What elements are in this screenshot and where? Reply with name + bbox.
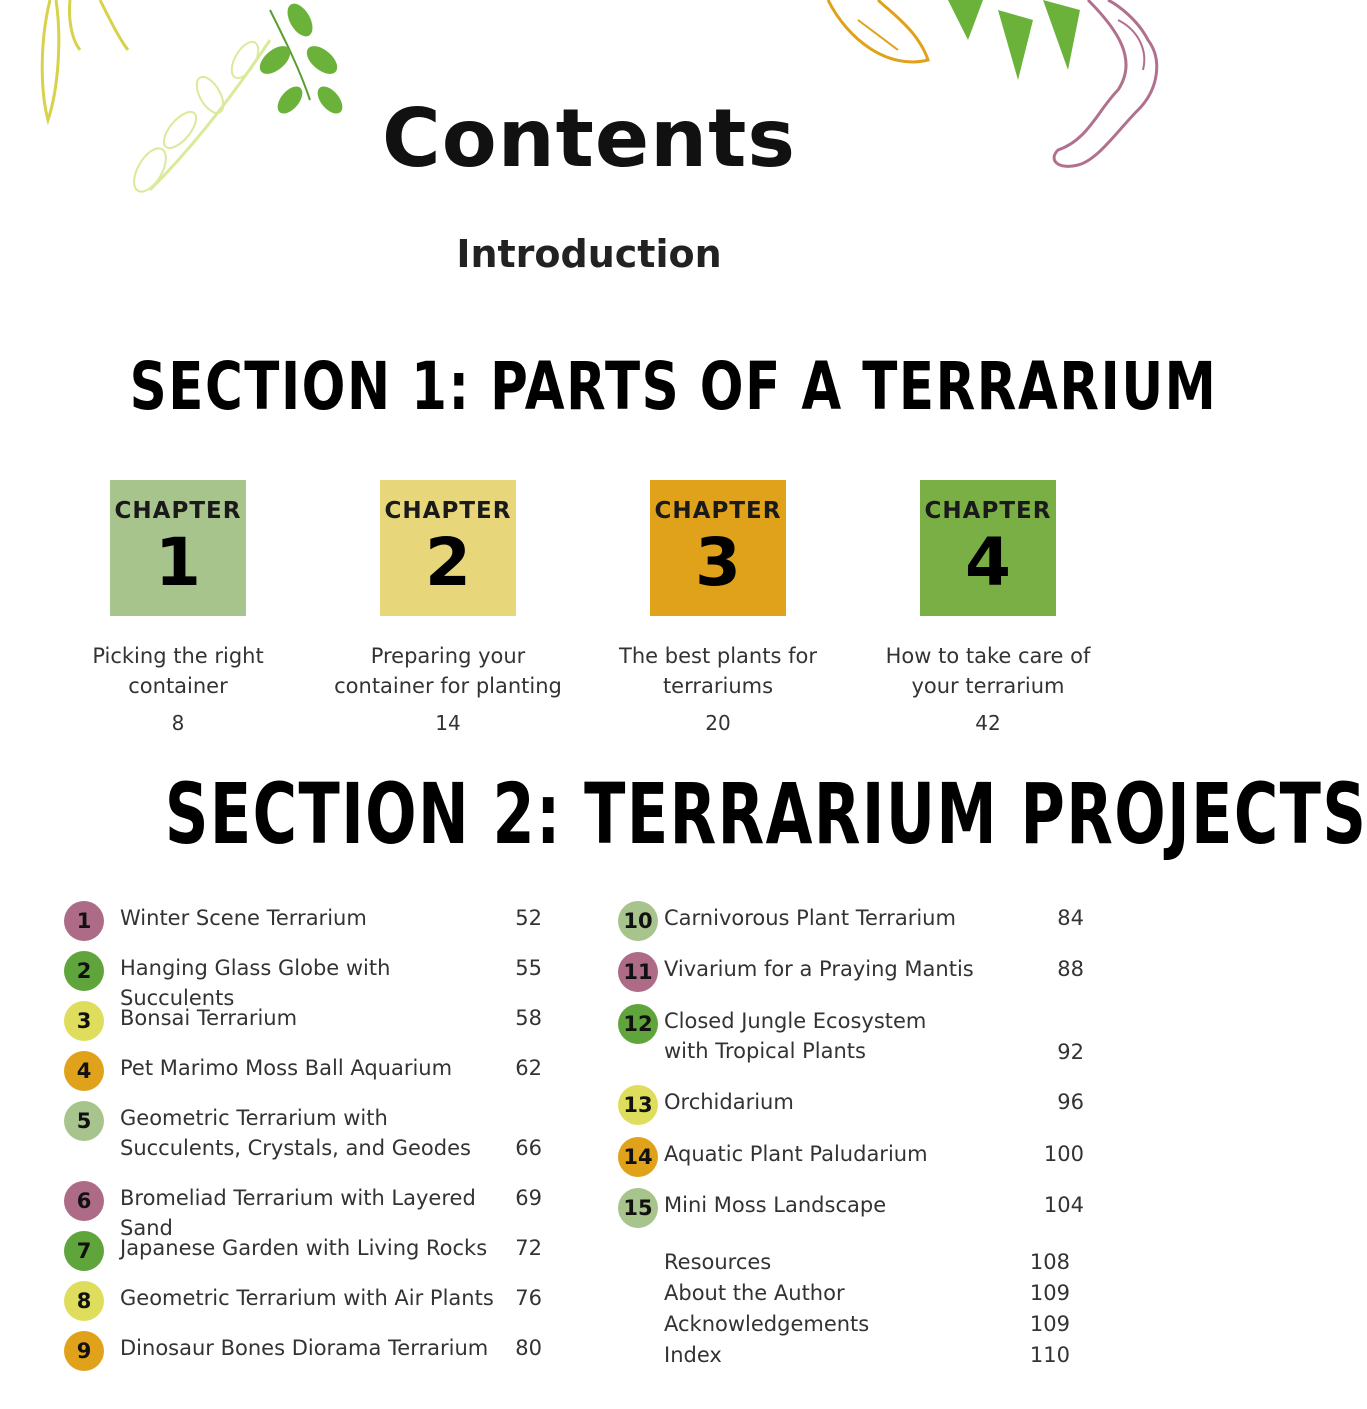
project-number-badge: 14 xyxy=(618,1137,658,1177)
project-item-11[interactable] xyxy=(618,954,1084,992)
chapter-badge xyxy=(650,480,786,616)
project-number-badge: 8 xyxy=(64,1281,104,1321)
back-matter-item[interactable] xyxy=(664,1250,1070,1274)
project-title: Orchidarium xyxy=(664,1090,794,1114)
project-item-3[interactable] xyxy=(64,1003,542,1041)
project-title: Aquatic Plant Paludarium xyxy=(664,1142,928,1166)
project-title: Bromeliad Terrarium with Layered Sand xyxy=(120,1186,476,1240)
back-matter-title: Index xyxy=(664,1343,722,1367)
page-title: Contents xyxy=(382,92,796,185)
back-matter-title: About the Author xyxy=(664,1281,845,1305)
chapter-badge xyxy=(920,480,1056,616)
chapter-description xyxy=(328,641,568,701)
project-page: 96 xyxy=(1057,1090,1084,1114)
project-page: 55 xyxy=(515,956,542,980)
project-item-7[interactable] xyxy=(64,1233,542,1271)
project-item-10[interactable] xyxy=(618,903,1084,941)
project-title: Hanging Glass Globe with Succulents xyxy=(120,956,391,1010)
project-number-badge: 13 xyxy=(618,1085,658,1125)
section-1-heading: SECTION 1: PARTS OF A TERRARIUM xyxy=(129,348,1218,425)
project-title: Geometric Terrarium with Succulents, Crystals, and Geodes xyxy=(120,1106,471,1160)
back-matter-page: 110 xyxy=(1029,1343,1070,1367)
chapter-desc-line: Preparing your xyxy=(370,644,526,668)
back-matter-title: Acknowledgements xyxy=(664,1312,870,1336)
project-page: 88 xyxy=(1057,957,1084,981)
chapter-number: 4 xyxy=(965,524,1011,601)
chapter-number: 2 xyxy=(425,524,471,601)
project-number-badge: 6 xyxy=(64,1181,104,1221)
project-item-15[interactable] xyxy=(618,1190,1084,1228)
chapter-description xyxy=(598,641,838,701)
project-number-badge: 1 xyxy=(64,901,104,941)
chapter-badge xyxy=(380,480,516,616)
project-number-badge: 7 xyxy=(64,1231,104,1271)
project-page: 66 xyxy=(515,1136,542,1160)
project-item-9[interactable] xyxy=(64,1333,542,1371)
project-number-badge: 9 xyxy=(64,1331,104,1371)
section-2-heading: SECTION 2: TERRARIUM PROJECTS xyxy=(164,765,1367,863)
chapter-badge xyxy=(110,480,246,616)
back-matter-item[interactable] xyxy=(664,1343,1070,1367)
chapter-number: 1 xyxy=(155,524,201,601)
project-title: Geometric Terrarium with Air Plants xyxy=(120,1286,494,1310)
chapter-description xyxy=(868,641,1108,701)
project-page: 58 xyxy=(515,1006,542,1030)
project-title: Pet Marimo Moss Ball Aquarium xyxy=(120,1056,453,1080)
chapter-desc-line: Picking the right xyxy=(92,644,264,668)
back-matter-page: 108 xyxy=(1029,1250,1070,1274)
project-number-badge: 11 xyxy=(618,952,658,992)
project-title: Winter Scene Terrarium xyxy=(120,906,367,930)
project-page: 84 xyxy=(1057,906,1084,930)
project-number-badge: 4 xyxy=(64,1051,104,1091)
project-page: 80 xyxy=(515,1336,542,1360)
project-page: 62 xyxy=(515,1056,542,1080)
project-page: 72 xyxy=(515,1236,542,1260)
back-matter-page: 109 xyxy=(1029,1312,1070,1336)
project-page: 76 xyxy=(515,1286,542,1310)
project-page: 52 xyxy=(515,906,542,930)
project-title: Dinosaur Bones Diorama Terrarium xyxy=(120,1336,489,1360)
project-item-12[interactable] xyxy=(618,1006,1084,1066)
chapter-page: 8 xyxy=(171,711,185,735)
project-item-5[interactable] xyxy=(64,1103,542,1163)
chapter-1[interactable] xyxy=(58,480,298,735)
chapter-description xyxy=(58,641,298,701)
chapter-page: 20 xyxy=(705,711,731,735)
chapter-number: 3 xyxy=(695,524,741,601)
chapter-page: 42 xyxy=(975,711,1001,735)
project-title: Bonsai Terrarium xyxy=(120,1006,298,1030)
project-number-badge: 12 xyxy=(618,1004,658,1044)
back-matter-page: 109 xyxy=(1029,1281,1070,1305)
project-number-badge: 10 xyxy=(618,901,658,941)
project-number-badge: 15 xyxy=(618,1188,658,1228)
project-item-1[interactable] xyxy=(64,903,542,941)
project-page: 69 xyxy=(515,1186,542,1210)
chapter-caption: CHAPTER xyxy=(384,498,512,524)
project-item-14[interactable] xyxy=(618,1139,1084,1177)
chapter-2[interactable] xyxy=(328,480,568,735)
back-matter-item[interactable] xyxy=(664,1281,1070,1305)
project-title: Mini Moss Landscape xyxy=(664,1193,887,1217)
chapter-4[interactable] xyxy=(868,480,1108,735)
introduction-heading[interactable]: Introduction xyxy=(456,232,722,276)
chapter-desc-line: How to take care of xyxy=(885,644,1091,668)
chapter-caption: CHAPTER xyxy=(114,498,242,524)
chapter-caption: CHAPTER xyxy=(924,498,1052,524)
back-matter-title: Resources xyxy=(664,1250,772,1274)
chapter-desc-line: container for planting xyxy=(334,674,562,698)
chapter-desc-line: terrariums xyxy=(662,674,774,698)
chapter-3[interactable] xyxy=(598,480,838,735)
chapter-desc-line: your terrarium xyxy=(911,674,1065,698)
project-page: 92 xyxy=(1057,1040,1084,1064)
project-item-13[interactable] xyxy=(618,1087,1084,1125)
chapter-caption: CHAPTER xyxy=(654,498,782,524)
back-matter-item[interactable] xyxy=(664,1312,1070,1336)
chapter-desc-line: container xyxy=(128,674,228,698)
project-title: Carnivorous Plant Terrarium xyxy=(664,906,956,930)
project-title: Japanese Garden with Living Rocks xyxy=(120,1236,488,1260)
chapter-desc-line: The best plants for xyxy=(619,644,817,668)
project-number-badge: 2 xyxy=(64,951,104,991)
project-page: 104 xyxy=(1043,1193,1084,1217)
chapter-page: 14 xyxy=(435,711,461,735)
project-title: Vivarium for a Praying Mantis xyxy=(664,957,974,981)
project-number-badge: 3 xyxy=(64,1001,104,1041)
project-page: 100 xyxy=(1043,1142,1084,1166)
project-item-8[interactable] xyxy=(64,1283,542,1321)
project-title: Closed Jungle Ecosystem with Tropical Plants xyxy=(664,1009,927,1063)
project-number-badge: 5 xyxy=(64,1101,104,1141)
project-item-4[interactable] xyxy=(64,1053,542,1091)
